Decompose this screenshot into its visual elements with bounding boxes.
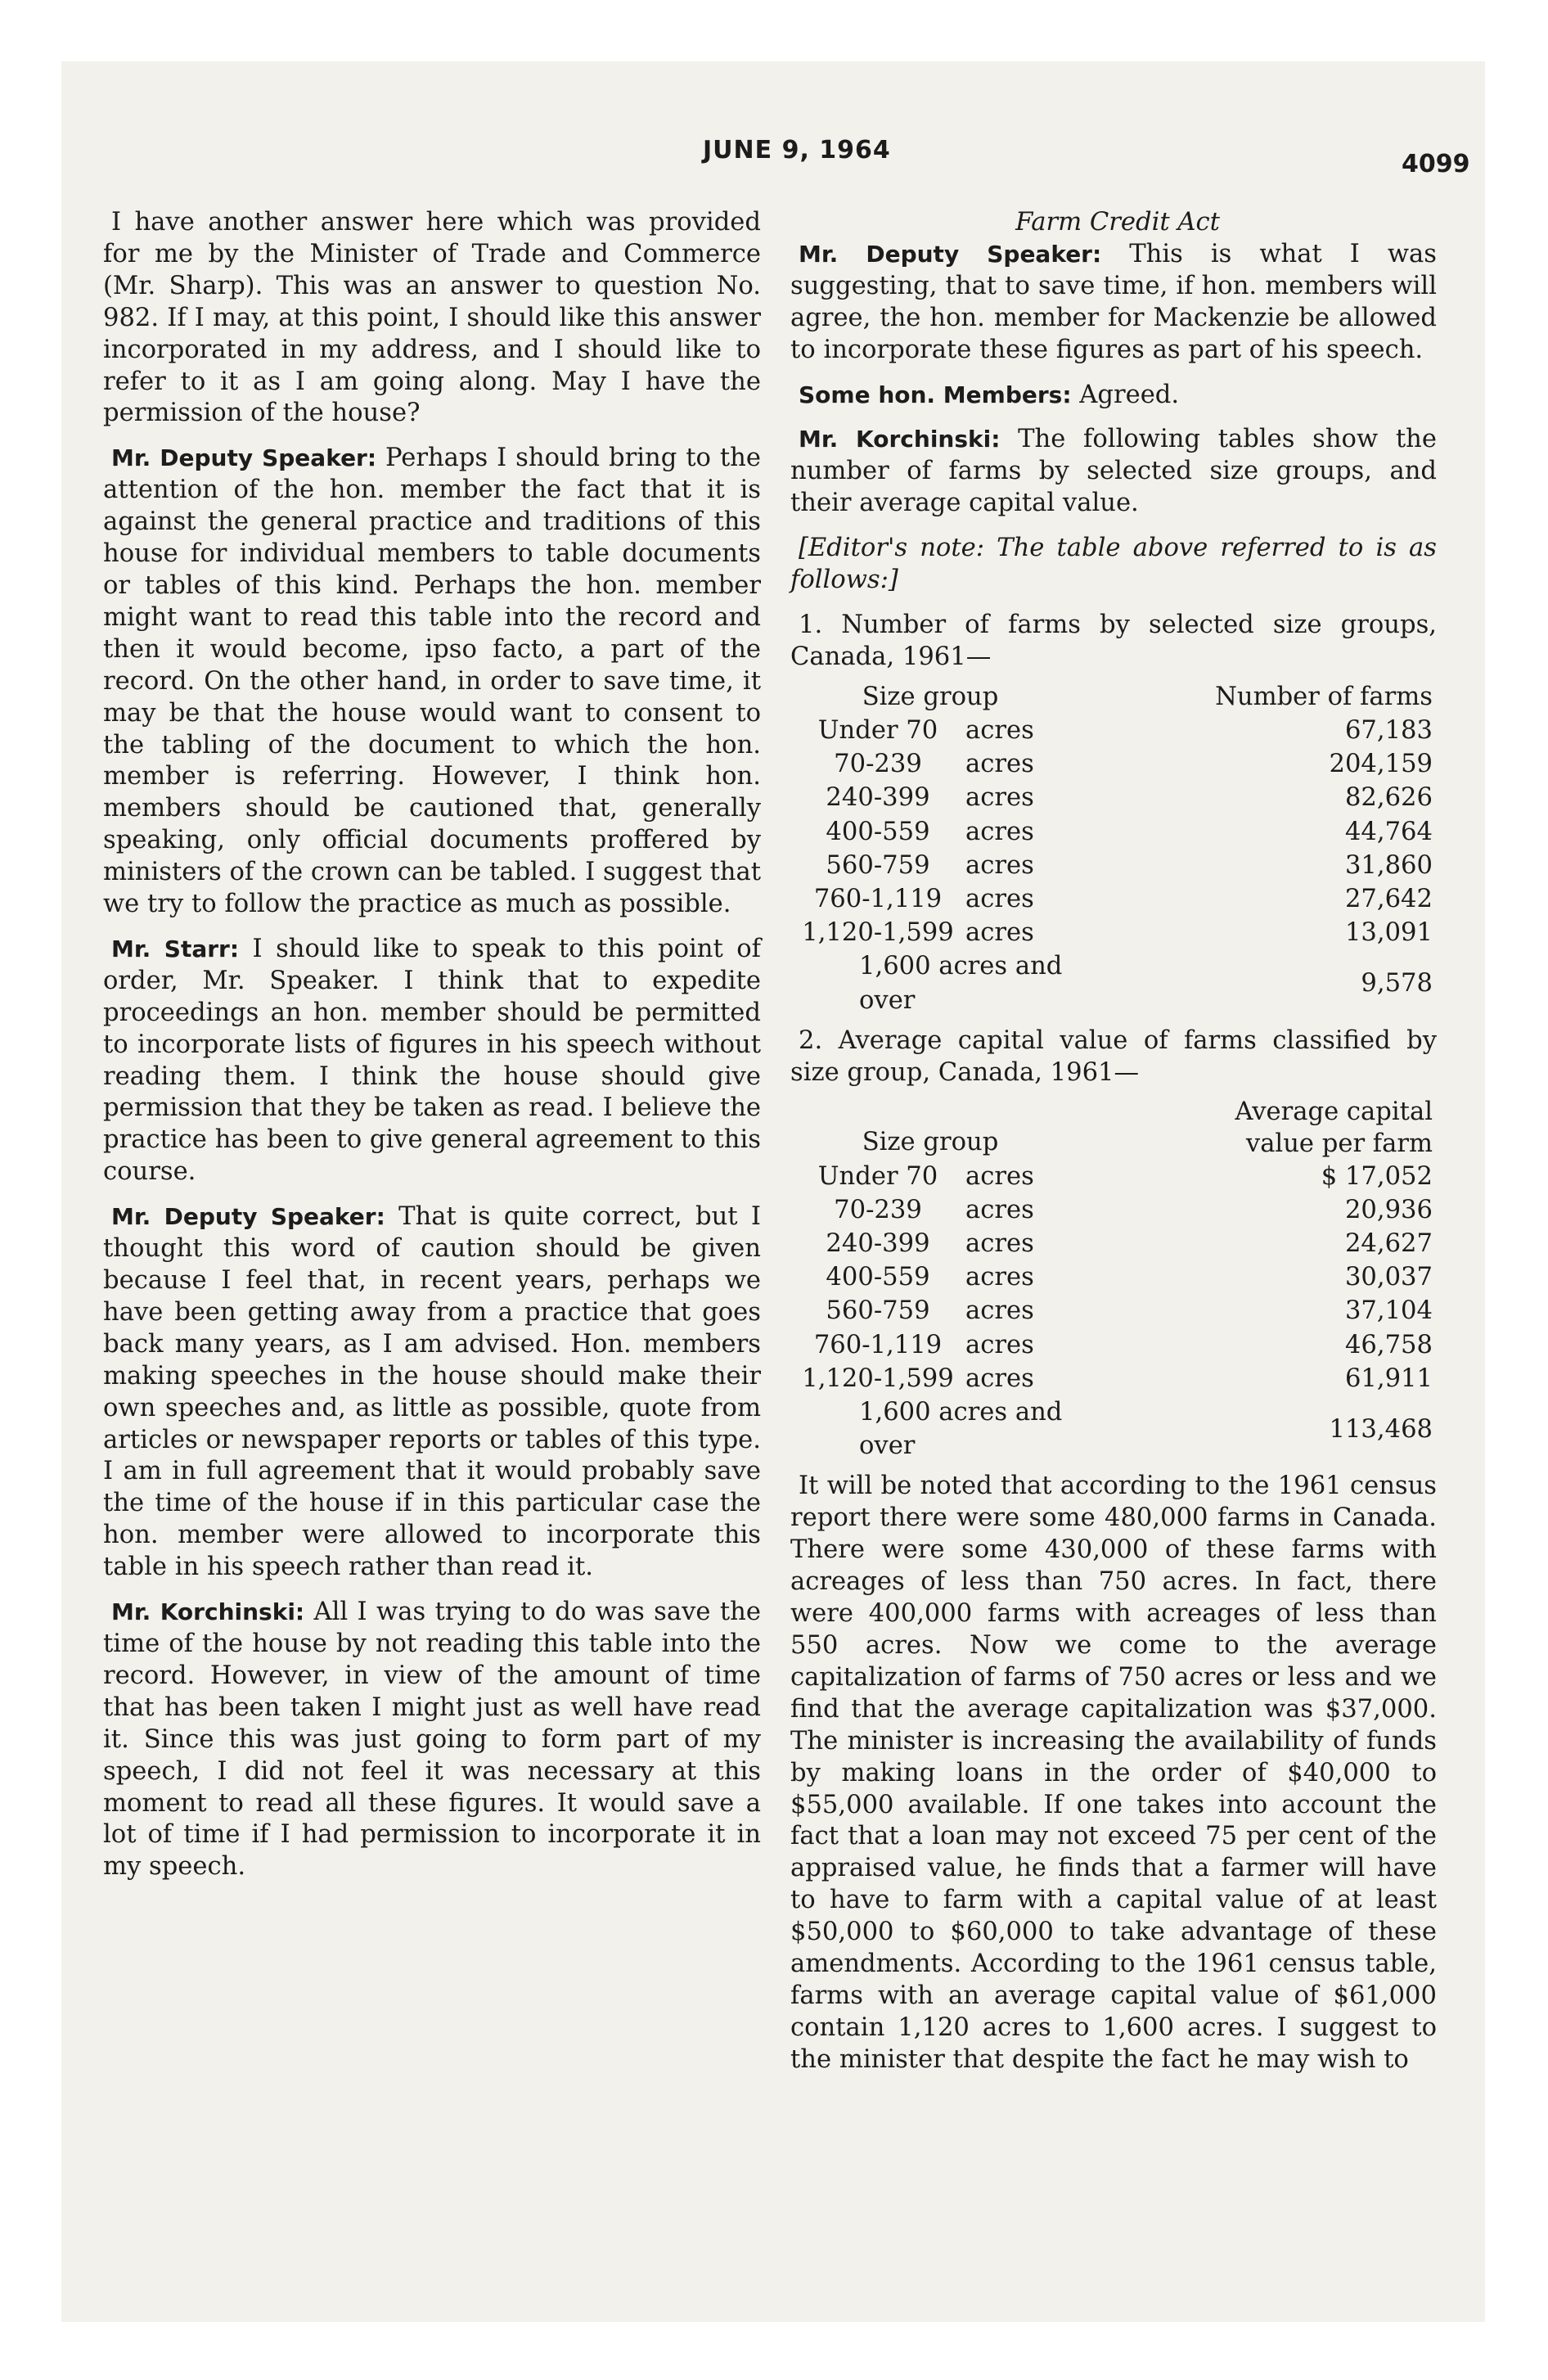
speaker-label: Mr. Korchinski: — [799, 426, 1001, 453]
capital-value-table — [790, 1096, 1437, 1463]
paragraph-text: Agreed. — [1079, 380, 1180, 409]
size-cell: 560-759 — [826, 1296, 930, 1326]
table-row — [790, 781, 1437, 814]
size-cell: 760-1,119 — [813, 885, 943, 913]
unit-cell: acres — [965, 1229, 1034, 1259]
unit-cell: acres — [965, 750, 1034, 779]
header-value-line2: value per farm — [1245, 1129, 1433, 1158]
unit-cell: acres — [965, 715, 1034, 745]
paragraph-text: Perhaps I should bring to the attention of the hon. member the fact that it is against the general practice and traditions of this house for individual members to table documents or tables of this kind. Perhaps the hon. member might want to read this table into the record and then it would become, ipso facto, a part of the record. On the other hand, in order to save time, it may be that the house would want to consent to the tabling of the document to which the hon. member is referring. However, I think hon. members should be cautioned that, generally speaking, only official documents proffered by ministers of the crown can be tabled. I suggest that we try to follow the practice as much as possible. — [103, 444, 761, 919]
value-cell: 61,911 — [1344, 1364, 1433, 1393]
unit-cell: acres — [965, 817, 1034, 846]
right-column — [790, 207, 1437, 2089]
left-column — [103, 207, 761, 1896]
size-cell: 1,120-1,599 — [802, 1364, 954, 1393]
table-row — [790, 916, 1437, 949]
speaker-label: Mr. Deputy Speaker: — [799, 240, 1102, 268]
value-cell: 82,626 — [1344, 783, 1433, 813]
paragraph — [103, 934, 761, 1188]
table-header-size: Size group — [862, 682, 999, 711]
farms-count-table — [790, 680, 1437, 1017]
closing-paragraph: It will be noted that according to the 1961 census report there were some 480,000 farms in Canada. There were some 430,000 of these farms with acreages of less than 750 acres. In fact, there were 400,000 farms with acreages of less than 550 acres. Now we come to the average capitalization of farms of 750 acres or less and we find that the average capitalization was $37,000. The minister is increasing the availability of funds by making loans in the order of $40,000 to $55,000 available. If one takes into account the fact that a loan may not exceed 75 per cent of the appraised value, he finds that a farmer will have to have to farm with a capital value of at least $50,000 to $60,000 to take advantage of these amendments. According to the 1961 census table, farms with an average capital value of $61,000 contain 1,120 acres to 1,600 acres. I suggest to the minister that despite the fact he may wish to — [790, 1472, 1437, 2074]
value-cell: $ 17,052 — [1321, 1161, 1433, 1191]
speaker-label: Some hon. Members: — [799, 381, 1072, 408]
table-row — [790, 714, 1437, 747]
unit-cell: acres — [965, 918, 1034, 948]
value-cell: 67,183 — [1344, 715, 1433, 745]
unit-cell: acres — [965, 850, 1034, 880]
table-header-row — [790, 680, 1437, 714]
page-number: 4099 — [1402, 150, 1470, 178]
paragraph — [790, 239, 1437, 367]
header-value-line1: Average capital — [1235, 1097, 1433, 1126]
value-cell: 30,037 — [1344, 1263, 1433, 1292]
table-row — [790, 1193, 1437, 1227]
paragraph — [103, 207, 761, 430]
unit-cell: acres — [965, 1263, 1034, 1292]
unit-cell: acres — [965, 1161, 1034, 1191]
speaker-label: Mr. Deputy Speaker: — [111, 1203, 385, 1231]
unit-cell: acres — [965, 1330, 1034, 1359]
table-row — [790, 1395, 1437, 1463]
speaker-label: Mr. Starr: — [111, 935, 240, 962]
unit-cell: acres — [965, 885, 1034, 913]
paragraph — [790, 380, 1437, 412]
paragraph-text: All I was trying to do was save the time of the house by not reading this table into the record. However, in view of the amount of time that has been taken I might just as well have read it. Since this was just going to form part of my speech, I did not feel it was necessary at this moment to read all these figures. It would save a lot of time if I had permission to incorporate it in my speech. — [103, 1598, 761, 1882]
table-header-size: Size group — [862, 1128, 999, 1157]
value-cell: 31,860 — [1344, 850, 1433, 880]
paragraph — [103, 443, 761, 921]
size-cell: Under 70 — [817, 715, 938, 745]
table-row — [790, 1294, 1437, 1327]
size-cell: 70-239 — [834, 750, 922, 779]
table-header-row — [790, 1096, 1437, 1160]
size-cell: Under 70 — [817, 1161, 938, 1191]
value-cell: 46,758 — [1344, 1330, 1433, 1359]
table-header-value — [1070, 1096, 1437, 1160]
value-cell: 27,642 — [1344, 885, 1433, 913]
value-cell: 24,627 — [1344, 1229, 1433, 1259]
table2-title: 2. Average capital value of farms classified by size group, Canada, 1961— — [790, 1025, 1437, 1087]
page-date: JUNE 9, 1964 — [703, 136, 891, 165]
running-title: Farm Credit Act — [1015, 208, 1220, 237]
value-cell: 20,936 — [1344, 1195, 1433, 1224]
value-cell: 44,764 — [1344, 817, 1433, 846]
table-row — [790, 1328, 1437, 1362]
table-row — [790, 747, 1437, 781]
speaker-label: Mr. Deputy Speaker: — [111, 444, 377, 472]
table-row — [790, 1260, 1437, 1294]
unit-cell: acres — [965, 1364, 1034, 1393]
size-cell: 1,600 acres and over — [859, 952, 1063, 1015]
size-cell: 400-559 — [826, 1263, 930, 1292]
size-cell: 240-399 — [826, 783, 930, 813]
paragraph-text: I should like to speak to this point of order, Mr. Speaker. I think that to expedite proceedings an hon. member should be permitted to incorporate lists of figures in his speech without reading them. I think the house should give permission that they be taken as read. I believe the practice has been to give general agreement to this course. — [103, 934, 761, 1187]
table-row — [790, 949, 1437, 1016]
value-cell: 204,159 — [1329, 750, 1433, 779]
editor-note: [Editor's note: The table above referred to is as follows:] — [790, 534, 1437, 595]
unit-cell: acres — [965, 1195, 1034, 1224]
paragraph-text: That is quite correct, but I thought this word of caution should be given because I feel that, in recent years, perhaps we have been getting away from a practice that goes back many years, as I am advised. Hon. members making speeches in the house should make their own speeches and, as little as possible, quote from articles or newspaper reports or tables of this type. I am in full agreement that it would probably save the time of the house if in this particular case the hon. member were allowed to incorporate this table in his speech rather than read it. — [103, 1202, 761, 1582]
size-cell: 1,120-1,599 — [802, 918, 954, 948]
table-row — [790, 849, 1437, 882]
size-cell: 760-1,119 — [813, 1330, 943, 1359]
table-row — [790, 1160, 1437, 1193]
size-cell: 240-399 — [826, 1229, 930, 1259]
table-row — [790, 815, 1437, 849]
table-row — [790, 1362, 1437, 1395]
speaker-label: Mr. Korchinski: — [111, 1598, 305, 1626]
table-header-value: Number of farms — [1215, 682, 1433, 711]
value-cell: 9,578 — [1361, 969, 1433, 998]
unit-cell: acres — [965, 1296, 1034, 1326]
paragraph — [103, 1201, 761, 1584]
size-cell: 1,600 acres and over — [859, 1398, 1063, 1461]
size-cell: 560-759 — [826, 850, 930, 880]
unit-cell: acres — [965, 783, 1034, 813]
value-cell: 37,104 — [1344, 1296, 1433, 1326]
value-cell: 113,468 — [1329, 1414, 1433, 1444]
paragraph — [790, 424, 1437, 520]
value-cell: 13,091 — [1344, 918, 1433, 948]
paragraph-text: This is what I was suggesting, that to save time, if hon. members will agree, the hon. member for Mackenzie be allowed to incorporate these figures as part of his speech. — [790, 239, 1437, 364]
paragraph — [103, 1597, 761, 1883]
table1-title: 1. Number of farms by selected size groups, Canada, 1961— — [790, 610, 1437, 671]
size-cell: 70-239 — [834, 1195, 922, 1224]
size-cell: 400-559 — [826, 817, 930, 846]
table-row — [790, 882, 1437, 916]
table-row — [790, 1227, 1437, 1260]
paragraph-text: I have another answer here which was provided for me by the Minister of Trade and Commerce (Mr. Sharp). This was an answer to question No. 982. If I may, at this point, I should like this answer incorporated in my address, and I should like to refer to it as I am going along. May I have the permission of the house? — [103, 208, 761, 428]
paragraph-text: The following tables show the number of farms by selected size groups, and their average capital value. — [790, 425, 1437, 518]
